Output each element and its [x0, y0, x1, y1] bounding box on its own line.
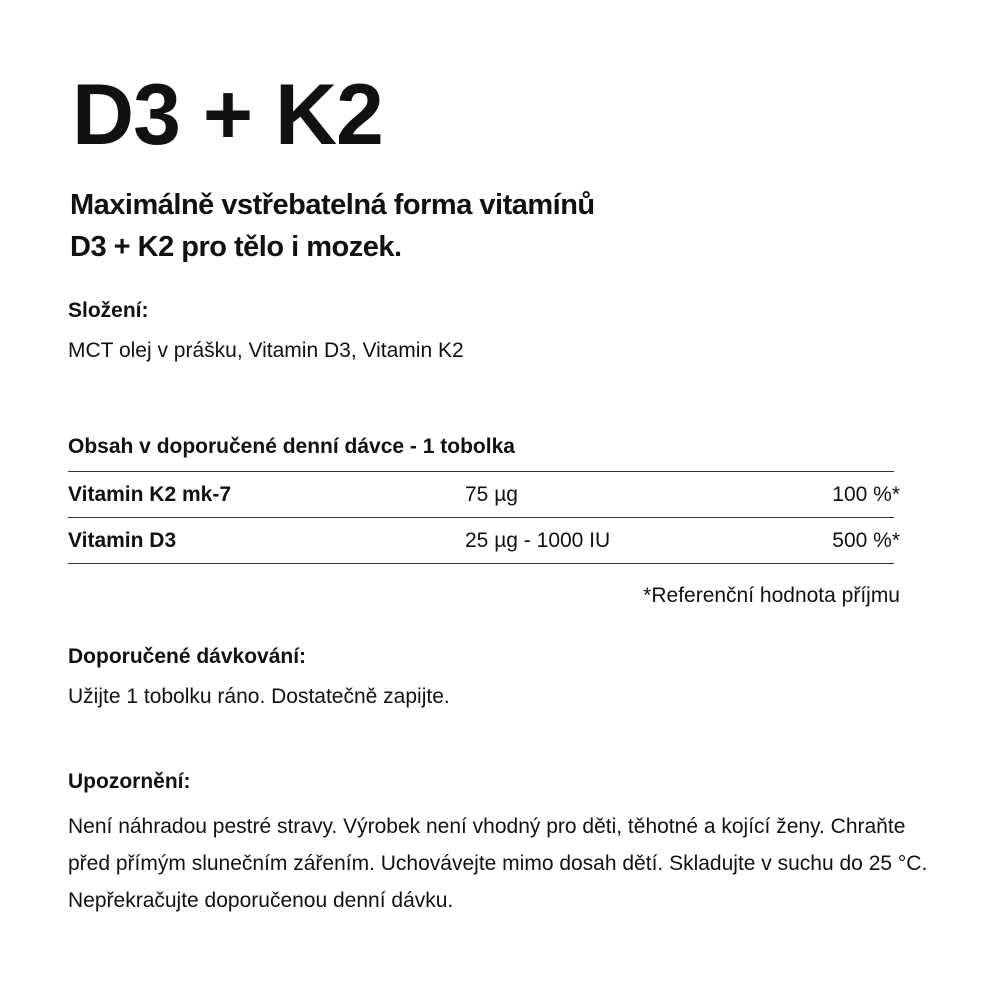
- product-title: D3 + K2: [72, 67, 383, 163]
- nutrition-heading: Obsah v doporučené denní dávce - 1 tobolka: [68, 435, 515, 458]
- composition-text: MCT olej v prášku, Vitamin D3, Vitamin K2: [68, 339, 464, 362]
- dosage-text: Užijte 1 tobolku ráno. Dostatečně zapijte.: [68, 685, 450, 708]
- product-subtitle: [70, 184, 830, 268]
- nutrient-percent: 500 %*: [832, 529, 900, 552]
- composition-heading: Složení:: [68, 299, 149, 322]
- dosage-heading: Doporučené dávkování:: [68, 645, 307, 668]
- nutrient-amount: 25 µg - 1000 IU: [465, 529, 611, 552]
- nutrient-name: Vitamin K2 mk-7: [68, 483, 232, 506]
- reference-footnote: *Referenční hodnota příjmu: [643, 584, 900, 607]
- subtitle-line-1: Maximálně vstřebatelná forma vitamínů: [70, 189, 595, 221]
- nutrient-name: Vitamin D3: [68, 529, 177, 552]
- table-row: [68, 518, 900, 564]
- nutrition-table: [68, 471, 900, 564]
- warning-heading: Upozornění:: [68, 770, 191, 793]
- nutrient-amount: 75 µg: [465, 483, 518, 506]
- nutrient-percent: 100 %*: [832, 483, 900, 506]
- subtitle-line-2: D3 + K2 pro tělo i mozek.: [70, 231, 402, 263]
- table-row: [68, 472, 900, 518]
- warning-text: Není náhradou pestré stravy. Výrobek není vhodný pro děti, těhotné a kojící ženy. Chraňte před přímým slunečním zářením. Uchovávejte mimo dosah dětí. Skladujte v suchu do 25 °C. Nepřekračujte doporučenou denní dávku.: [68, 815, 928, 912]
